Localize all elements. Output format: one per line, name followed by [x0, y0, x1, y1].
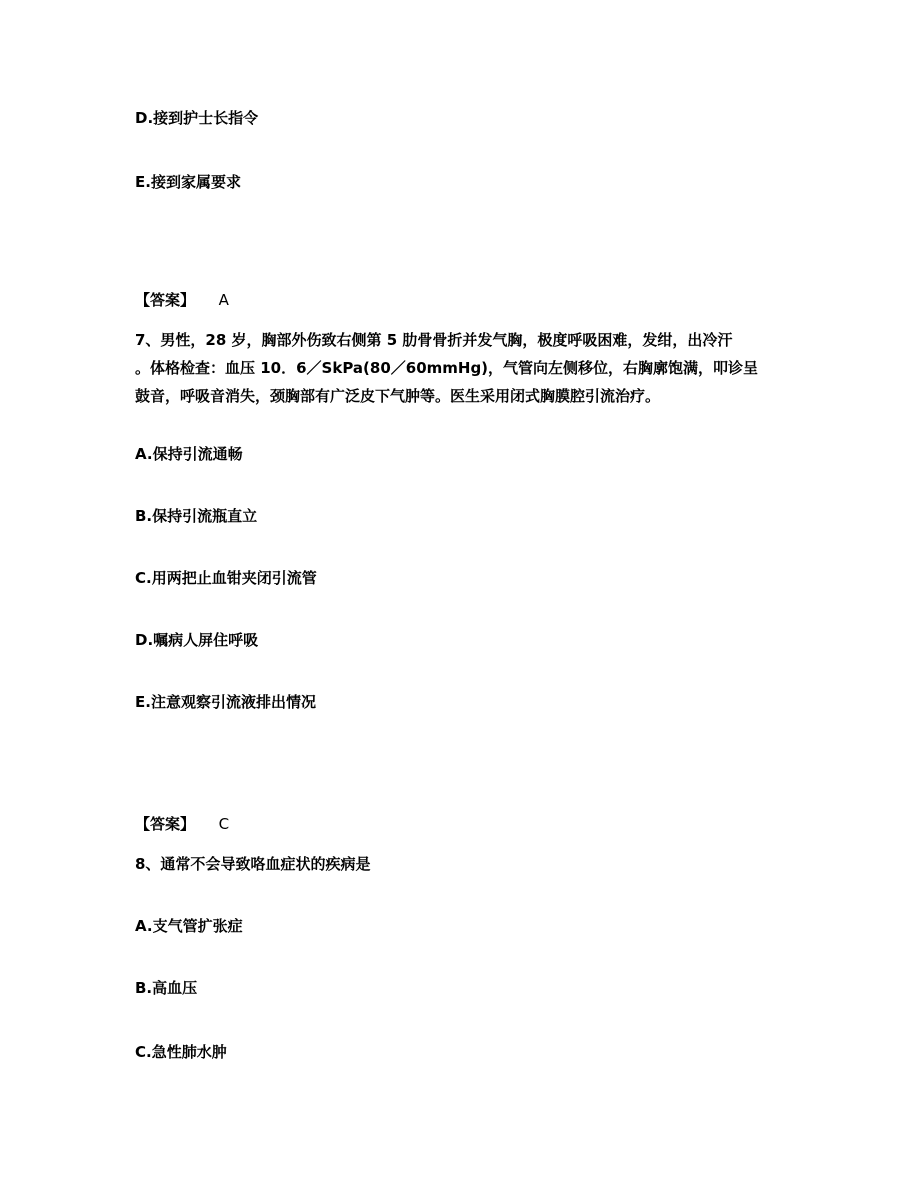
q8-option-b: B.高血压: [135, 979, 198, 997]
q7-option-d: D.嘱病人屏住呼吸: [135, 631, 259, 649]
q8-option-c: C.急性肺水肿: [135, 1043, 227, 1061]
q6-option-e: E.接到家属要求: [135, 173, 241, 191]
q6-option-d: D.接到护士长指令: [135, 109, 259, 127]
answer-value: C: [218, 815, 230, 833]
q8-option-a: A.支气管扩张症: [135, 917, 243, 935]
q7-stem-line: 。体格检查：血压 10．6／SkPa(80／60mmHg)，气管向左侧移位，右胸廓饱满，叩诊呈: [135, 359, 759, 377]
q8-stem: 8、通常不会导致咯血症状的疾病是: [135, 855, 371, 873]
q7-option-b: B.保持引流瓶直立: [135, 507, 258, 525]
q7-answer: [135, 810, 229, 838]
q7-stem-line: 7、男性，28 岁，胸部外伤致右侧第 5 肋骨骨折并发气胸，极度呼吸困难，发绀，出冷汗: [135, 331, 733, 349]
q6-answer: [135, 286, 229, 314]
q7-option-c: C.用两把止血钳夹闭引流管: [135, 569, 317, 587]
q7-stem: [135, 326, 785, 410]
q7-option-a: A.保持引流通畅: [135, 445, 243, 463]
q7-stem-line: 鼓音，呼吸音消失，颈胸部有广泛皮下气肿等。医生采用闭式胸膜腔引流治疗。: [135, 387, 661, 405]
answer-label: 【答案】: [135, 815, 196, 833]
q7-option-e: E.注意观察引流液排出情况: [135, 693, 316, 711]
answer-value: A: [218, 291, 229, 309]
answer-label: 【答案】: [135, 291, 196, 309]
